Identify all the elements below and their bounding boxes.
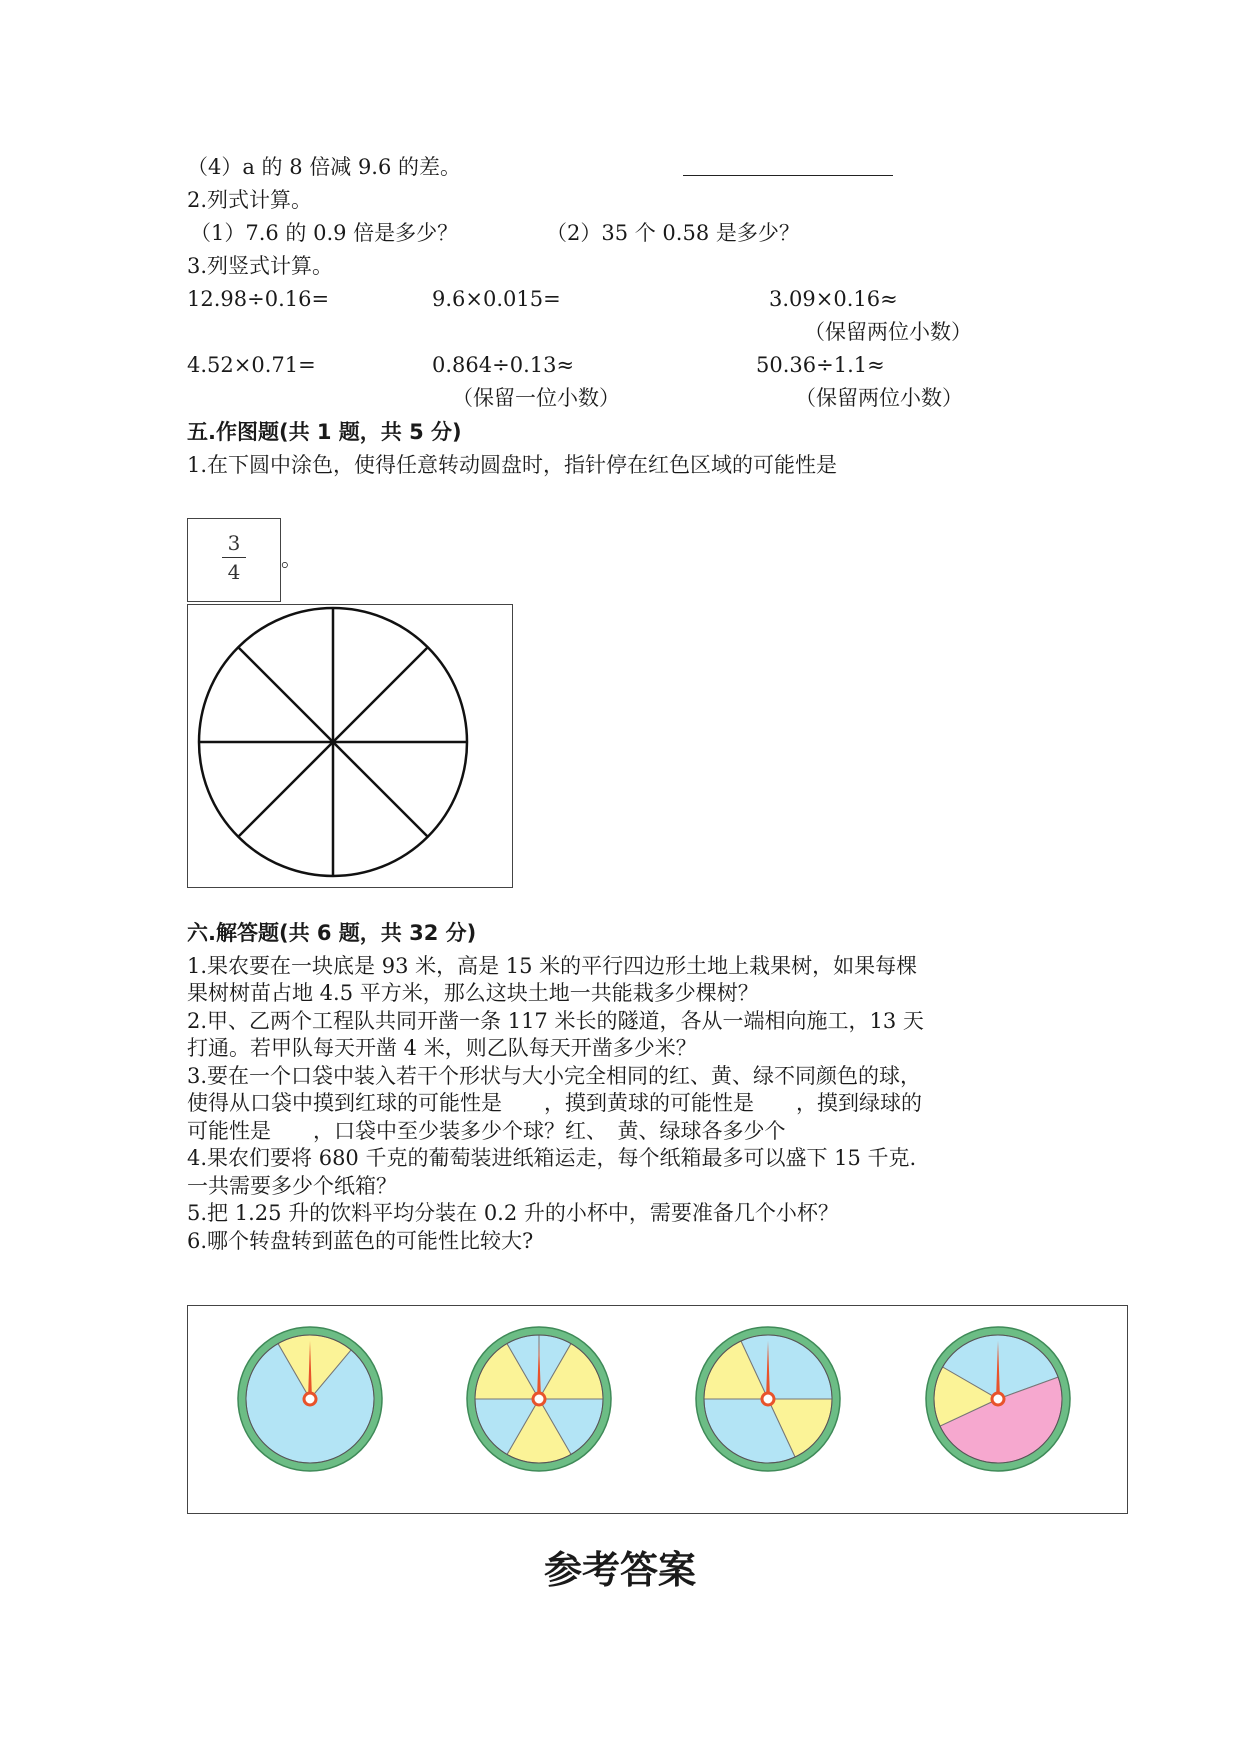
eight-sector-circle-figure (187, 604, 513, 888)
spinner (467, 1327, 611, 1471)
spinner-pivot (762, 1393, 774, 1405)
fraction-bar (222, 557, 246, 558)
spinner-pivot (533, 1393, 545, 1405)
question-2-part-1: （1）7.6 的 0.9 倍是多少？ (190, 221, 459, 245)
question-text-line: 打通。若甲队每天开凿 4 米，则乙队每天开凿多少米？ (187, 1036, 697, 1060)
question-text-line: 果树树苗占地 4.5 平方米，那么这块土地一共能栽多少棵树？ (187, 981, 759, 1005)
question-text-line: 4.果农们要将 680 千克的葡萄装进纸箱运走，每个纸箱最多可以盛下 15 千克. (187, 1146, 917, 1170)
section-5-heading: 五.作图题(共 1 题，共 5 分) (187, 420, 462, 444)
question-2-part-2: （2）35 个 0.58 是多少？ (546, 221, 800, 245)
question-text-line: 一共需要多少个纸箱？ (187, 1174, 397, 1198)
spinner-pivot (992, 1393, 1004, 1405)
question-2-title: 2.列式计算。 (187, 188, 313, 212)
question-text-line: 5.把 1.25 升的饮料平均分装在 0.2 升的小杯中，需要准备几个小杯？ (187, 1201, 839, 1225)
spinners-illustration (188, 1306, 1127, 1513)
spinner (238, 1327, 382, 1471)
calc-expression: 4.52×0.71= (187, 353, 316, 377)
question-3-title: 3.列竖式计算。 (187, 254, 334, 278)
answer-blank (683, 175, 893, 176)
fraction-denominator: 4 (227, 560, 241, 584)
eight-sector-circle (188, 605, 512, 887)
question-text-line: 2.甲、乙两个工程队共同开凿一条 117 米长的隧道，各从一端相向施工，13 天 (187, 1009, 924, 1033)
spinners-figure (187, 1305, 1128, 1514)
question-text-line: 6.哪个转盘转到蓝色的可能性比较大? (187, 1229, 534, 1253)
spinner-pivot (304, 1393, 316, 1405)
calc-rounding-note: （保留一位小数） (452, 386, 620, 410)
circle-center (330, 739, 336, 745)
calc-expression: 50.36÷1.1≈ (756, 353, 885, 377)
item-4-text: （4）a 的 8 倍减 9.6 的差。 (187, 155, 462, 179)
question-text-line: 使得从口袋中摸到红球的可能性是 ，摸到黄球的可能性是 ，摸到绿球的 (187, 1091, 922, 1115)
answer-title: 参考答案 (543, 1547, 696, 1592)
question-text-line: 1.果农要在一块底是 93 米，高是 15 米的平行四边形土地上栽果树，如果每棵 (187, 954, 918, 978)
calc-expression: 3.09×0.16≈ (769, 287, 898, 311)
calc-expression: 9.6×0.015= (432, 287, 561, 311)
fraction (222, 531, 246, 584)
sentence-period: 。 (281, 547, 302, 571)
section-5-question-1: 1.在下圆中涂色，使得任意转动圆盘时，指针停在红色区域的可能性是 (187, 453, 838, 477)
question-text-line: 可能性是 ，口袋中至少装多少个球？红、 黄、绿球各多少个 (187, 1119, 786, 1143)
section-6-heading: 六.解答题(共 6 题，共 32 分) (187, 921, 477, 945)
fraction-numerator: 3 (227, 531, 241, 555)
calc-rounding-note: （保留两位小数） (795, 386, 963, 410)
question-text-line: 3.要在一个口袋中装入若干个形状与大小完全相同的红、黄、绿不同颜色的球， (187, 1064, 922, 1088)
spinner (926, 1327, 1070, 1471)
fraction-image (187, 518, 281, 602)
calc-expression: 0.864÷0.13≈ (432, 353, 575, 377)
spinner (696, 1327, 840, 1471)
calc-expression: 12.98÷0.16= (187, 287, 330, 311)
calc-rounding-note: （保留两位小数） (804, 320, 972, 344)
